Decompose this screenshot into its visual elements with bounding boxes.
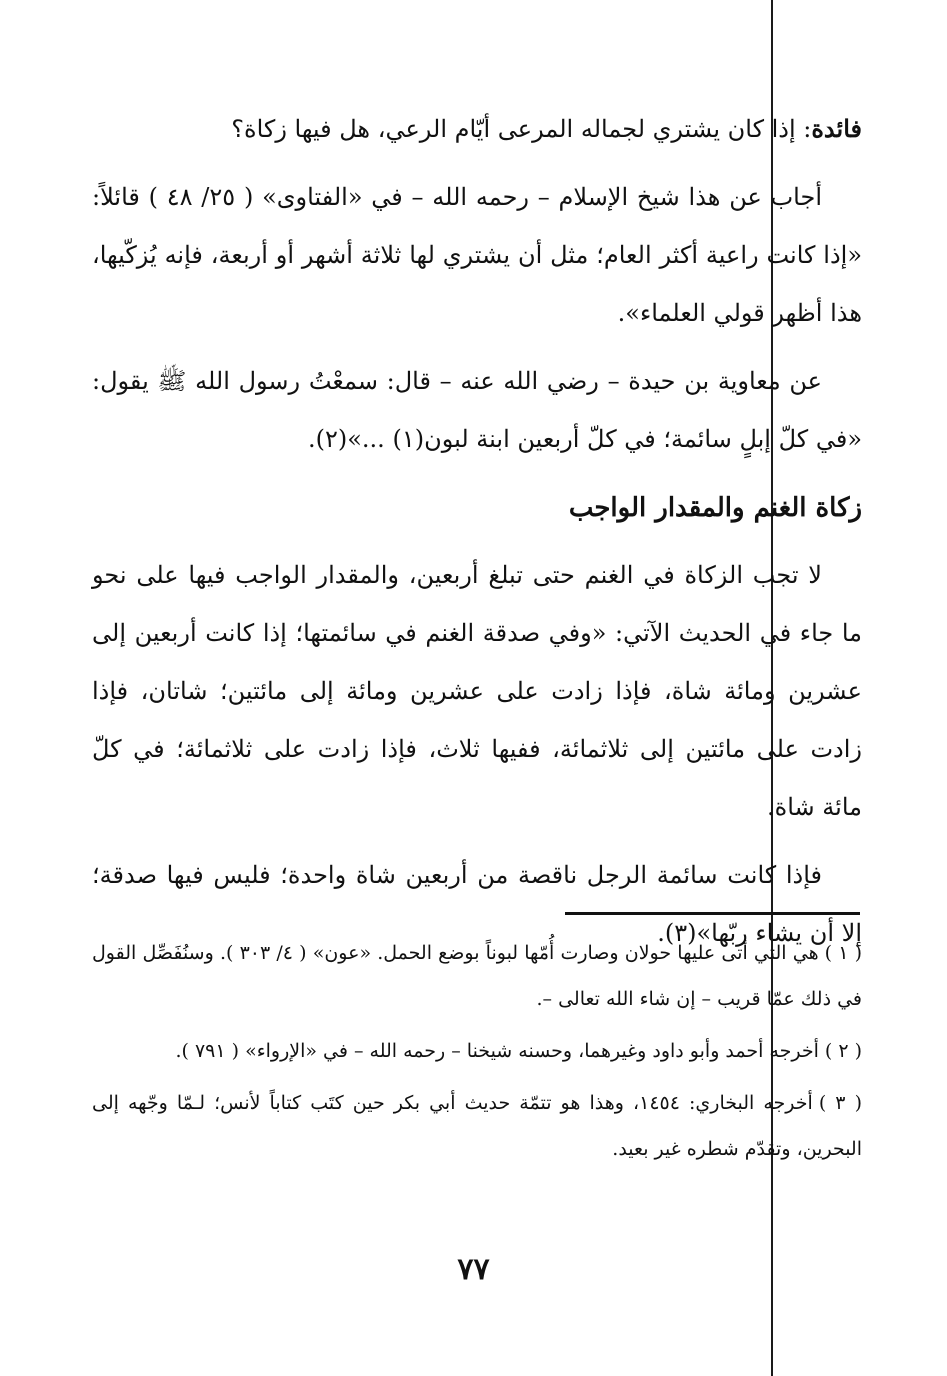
footnote-3 (92, 1080, 862, 1172)
fatwa-answer-paragraph: أجاب عن هذا شيخ الإسلام – رحمه الله – في «الفتاوى» ( ٢٥/ ٤٨ ) قائلاً: «إذا كانت راعية أكثر العام؛ مثل أن يشتري لها ثلاثة أشهر أو أربعة، فإنه يُزكّيها، هذا أظهر قولي العلماء». (92, 183, 862, 327)
hadith-camels-paragraph: عن معاوية بن حيدة – رضي الله عنه – قال: سمعْتُ رسول الله ﷺ يقول: «في كلّ إبلٍ سائمة؛ في كلّ أربعين ابنة لبون(١) ...»(٢). (92, 367, 862, 453)
footnote-2 (92, 1028, 862, 1074)
page-body (92, 100, 862, 968)
footnote-separator (565, 912, 860, 915)
page-number: ٧٧ (457, 1252, 490, 1287)
footnote-number: ( ٣ ) (818, 1092, 862, 1114)
footnote-text: أخرجه أحمد وأبو داود وغيرهما، وحسنه شيخنا – رحمه الله – في «الإرواء» ( ٧٩١ ). (175, 1040, 819, 1062)
footnotes (92, 930, 862, 1178)
benefit-question: : إذا كان يشتري لجماله المرعى أيّام الرعي، هل فيها زكاة؟ (231, 115, 812, 143)
footnote-1 (92, 930, 862, 1022)
footnote-text: أخرجه البخاري: ١٤٥٤، وهذا هو تتمّة حديث أبي بكر حين كتَب كتاباً لأنس؛ لـمّا وجّهه إلى البحرين، وتقدّم شطره غير بعيد. (92, 1092, 862, 1160)
benefit-lead-word: فائدة (811, 114, 862, 143)
benefit-paragraph (92, 100, 862, 158)
sheep-zakat-paragraph: لا تجب الزكاة في الغنم حتى تبلغ أربعين، والمقدار الواجب فيها على نحو ما جاء في الحديث الآتي: «وفي صدقة الغنم في سائمتها؛ إذا كانت أربعين إلى عشرين ومائة شاة، فإذا زادت على عشرين ومائة إلى مائتين؛ شاتان، فإذا زادت على مائتين إلى ثلاثمائة، ففيها ثلاث، فإذا زادت على ثلاثمائة؛ في كلّ مائة شاة. (92, 561, 862, 821)
footnote-number: ( ٢ ) (824, 1040, 862, 1062)
footnote-text: هي التي أتى عليها حولان وصارت أُمّها لبوناً بوضع الحمل. «عون» ( ٤/ ٣٠٣ ). وسنُفَصِّل القول في ذلك عمّا قريب – إن شاء الله تعالى –. (92, 942, 862, 1010)
deficient-flock-paragraph: فإذا كانت سائمة الرجل ناقصة من أربعين شاة واحدة؛ فليس فيها صدقة؛ إلا أن يشاء ربّها»(٣). (92, 861, 862, 947)
footnote-number: ( ١ ) (824, 942, 863, 964)
section-heading: زكاة الغنم والمقدار الواجب (568, 493, 862, 523)
